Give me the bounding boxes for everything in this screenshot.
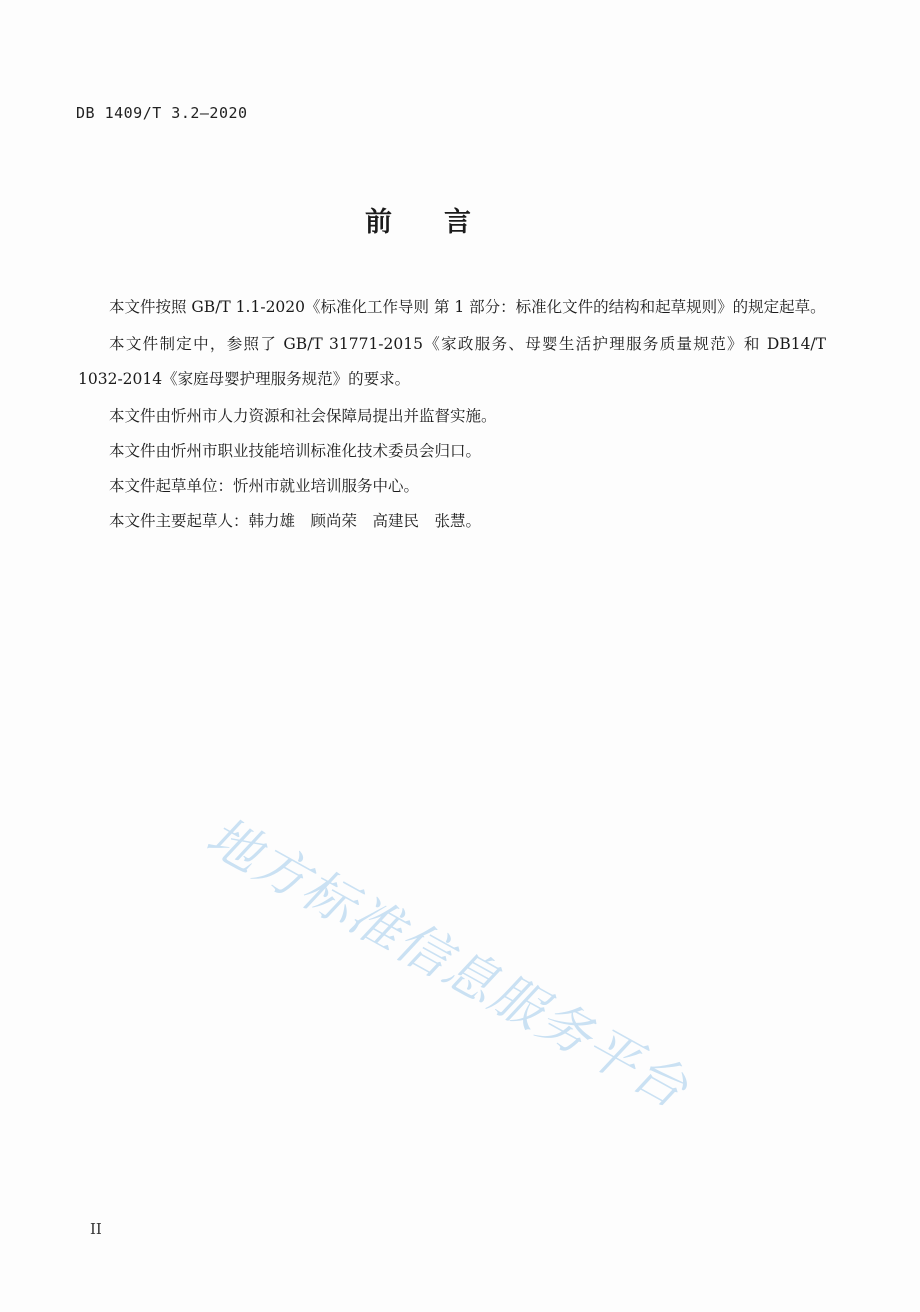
- page-number: II: [90, 1220, 102, 1238]
- paragraph-drafting-unit: 本文件起草单位：忻州市就业培训服务中心。: [109, 477, 420, 495]
- watermark-text: 地方标准信息服务平台: [196, 806, 699, 1121]
- foreword-body: [78, 290, 826, 539]
- page-title: 前言: [365, 207, 523, 238]
- paragraph-references: 本文件制定中，参照了 GB/T 31771-2015《家政服务、母婴生活护理服务质量规范》和 DB14/T 1032-2014《家庭母婴护理服务规范》的要求。: [78, 335, 826, 388]
- paragraph-drafting-rules: 本文件按照 GB/T 1.1-2020《标准化工作导则 第 1 部分：标准化文件的结构和起草规则》的规定起草。: [109, 298, 826, 316]
- document-code: DB 1409/T 3.2—2020: [76, 104, 248, 122]
- paragraph-centralized-unit: 本文件由忻州市职业技能培训标准化技术委员会归口。: [109, 442, 482, 460]
- paragraph-drafters: 本文件主要起草人：韩力雄 顾尚荣 高建民 张慧。: [109, 512, 482, 530]
- paragraph-proposer: 本文件由忻州市人力资源和社会保障局提出并监督实施。: [109, 407, 497, 425]
